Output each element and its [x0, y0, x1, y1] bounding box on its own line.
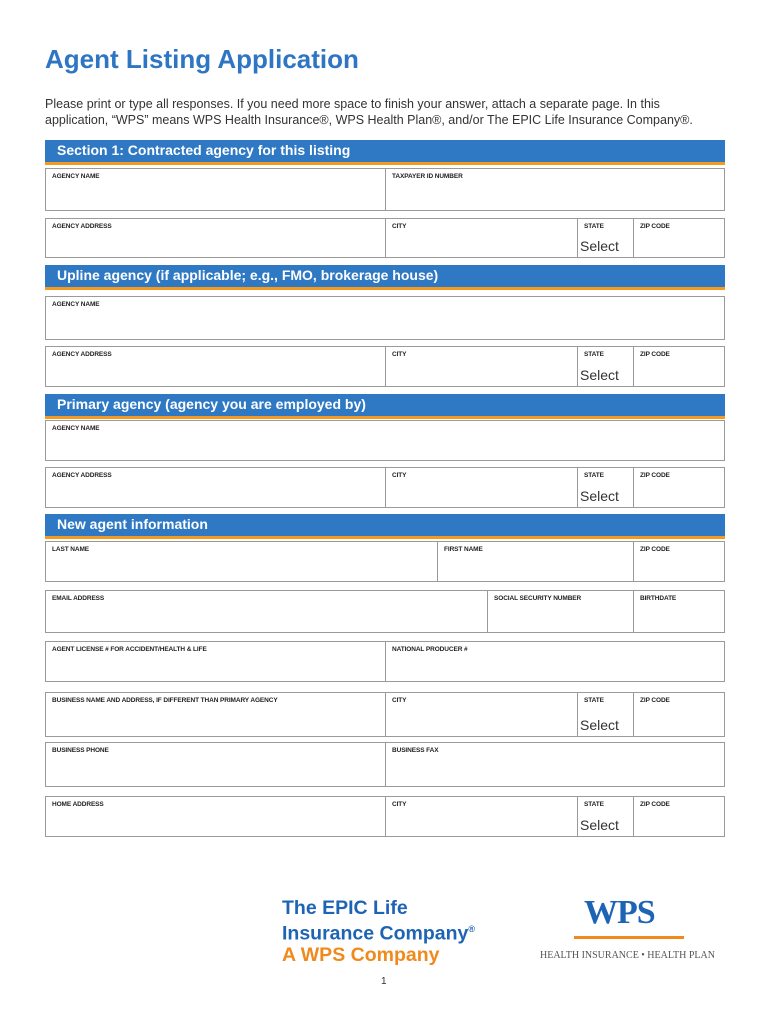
wps-logo-text: WPS [584, 894, 655, 931]
s1-agency-address-label: AGENCY ADDRESS [52, 223, 112, 230]
business-state-select[interactable] [577, 692, 634, 737]
home-zip-cell[interactable] [633, 796, 725, 837]
business-name-label: BUSINESS NAME AND ADDRESS, IF DIFFERENT THAN PRIMARY AGENCY [52, 697, 278, 704]
epic-logo-reg: ® [468, 924, 476, 934]
s3-state-value: Select [580, 488, 619, 504]
ssn-label: SOCIAL SECURITY NUMBER [494, 595, 582, 602]
home-address-cell[interactable] [45, 796, 386, 837]
birthdate-label: BIRTHDATE [640, 595, 677, 602]
s2-city-label: CITY [392, 351, 407, 358]
business-state-label: STATE [584, 697, 604, 704]
business-state-value: Select [580, 717, 619, 733]
wps-logo-subtitle: HEALTH INSURANCE • HEALTH PLAN [540, 950, 715, 961]
business-city-cell[interactable] [385, 692, 578, 737]
s1-city-label: CITY [392, 223, 407, 230]
birthdate-cell[interactable] [633, 590, 725, 633]
home-state-select[interactable] [577, 796, 634, 837]
email-label: EMAIL ADDRESS [52, 595, 105, 602]
npn-cell[interactable] [385, 641, 725, 682]
s2-agency-address-cell[interactable] [45, 346, 386, 387]
business-zip-label: ZIP CODE [640, 697, 670, 704]
s1-agency-name-cell [45, 168, 386, 211]
s2-zip-label: ZIP CODE [640, 351, 670, 358]
section-1-header: Section 1: Contracted agency for this listing [45, 140, 725, 165]
home-address-label: HOME ADDRESS [52, 801, 104, 808]
s2-agency-address-label: AGENCY ADDRESS [52, 351, 112, 358]
business-phone-label: BUSINESS PHONE [52, 747, 109, 754]
s3-agency-name-label: AGENCY NAME [52, 425, 100, 432]
last-name-cell[interactable] [45, 541, 438, 582]
new-agent-zip-cell[interactable] [633, 541, 725, 582]
s3-zip-label: ZIP CODE [640, 472, 670, 479]
section-3-header: Primary agency (agency you are employed by) [45, 394, 725, 419]
section-2-header: Upline agency (if applicable; e.g., FMO, brokerage house) [45, 265, 725, 290]
npn-label: NATIONAL PRODUCER # [392, 646, 468, 653]
business-city-label: CITY [392, 697, 407, 704]
home-zip-label: ZIP CODE [640, 801, 670, 808]
epic-logo [282, 898, 475, 966]
s1-agency-name-input[interactable] [46, 185, 385, 210]
first-name-cell[interactable] [437, 541, 634, 582]
s2-city-cell[interactable] [385, 346, 578, 387]
business-zip-cell[interactable] [633, 692, 725, 737]
epic-logo-line2: Insurance Company [282, 922, 469, 945]
home-state-value: Select [580, 817, 619, 833]
section-4-header: New agent information [45, 514, 725, 539]
s1-zip-label: ZIP CODE [640, 223, 670, 230]
s3-zip-cell[interactable] [633, 467, 725, 508]
s3-state-select[interactable] [577, 467, 634, 508]
home-state-label: STATE [584, 801, 604, 808]
new-agent-zip-label: ZIP CODE [640, 546, 670, 553]
first-name-label: FIRST NAME [444, 546, 483, 553]
s1-taxpayer-id-input[interactable] [386, 185, 724, 210]
wps-logo [540, 894, 726, 964]
s3-agency-name-cell[interactable] [45, 420, 725, 461]
intro-text: Please print or type all responses. If you need more space to finish your answer, attach a separate page. In this application, “WPS” means WPS Health Insurance®, WPS Health Plan®, and/or The EPIC Life Insurance Company®. [45, 97, 693, 127]
email-cell[interactable] [45, 590, 488, 633]
license-label: AGENT LICENSE # FOR ACCIDENT/HEALTH & LIFE [52, 646, 207, 653]
s2-zip-cell[interactable] [633, 346, 725, 387]
home-city-label: CITY [392, 801, 407, 808]
epic-logo-line1: The EPIC Life [282, 897, 408, 919]
s3-city-label: CITY [392, 472, 407, 479]
s1-state-label: STATE [584, 223, 604, 230]
s1-taxpayer-id-label: TAXPAYER ID NUMBER [392, 173, 463, 180]
ssn-cell[interactable] [487, 590, 634, 633]
home-city-cell[interactable] [385, 796, 578, 837]
s1-city-cell[interactable] [385, 218, 578, 258]
s3-agency-address-label: AGENCY ADDRESS [52, 472, 112, 479]
last-name-label: LAST NAME [52, 546, 90, 553]
page-number: 1 [381, 976, 387, 987]
s2-state-value: Select [580, 367, 619, 383]
license-cell[interactable] [45, 641, 386, 682]
business-name-cell[interactable] [45, 692, 386, 737]
epic-logo-line3: A WPS Company [282, 943, 440, 966]
wps-logo-rule [574, 936, 684, 939]
s3-agency-address-cell[interactable] [45, 467, 386, 508]
s3-state-label: STATE [584, 472, 604, 479]
s1-taxpayer-id-cell [385, 168, 725, 211]
s1-state-select[interactable] [577, 218, 634, 258]
page-title: Agent Listing Application [45, 44, 359, 74]
business-fax-cell[interactable] [385, 742, 725, 787]
s1-zip-cell[interactable] [633, 218, 725, 258]
business-fax-label: BUSINESS FAX [392, 747, 439, 754]
s1-agency-name-label: AGENCY NAME [52, 173, 100, 180]
s2-state-label: STATE [584, 351, 604, 358]
s3-city-cell[interactable] [385, 467, 578, 508]
s2-agency-name-label: AGENCY NAME [52, 301, 100, 308]
business-phone-cell[interactable] [45, 742, 386, 787]
s2-agency-name-cell[interactable] [45, 296, 725, 340]
s1-state-value: Select [580, 238, 619, 254]
s2-state-select[interactable] [577, 346, 634, 387]
s1-agency-address-cell[interactable] [45, 218, 386, 258]
